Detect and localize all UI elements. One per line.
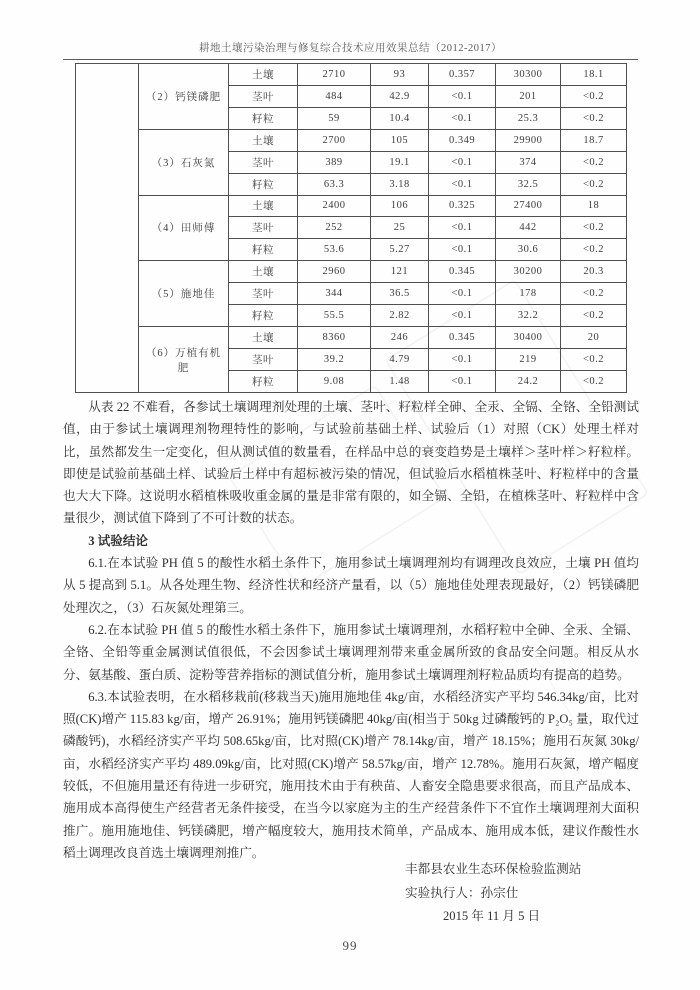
treatment-label-cell: （4）田师傅 [139,195,229,261]
paragraph-conclusion-6-2: 6.2.在本试验 PH 值 5 的酸性水稻土条件下，施用参试土壤调理剂，水稻籽粒中全砷、全汞、全镉、全铬、全铅等重金属测试值很低，不会因参试土壤调理剂带来重金属所致的食品安全问题。相反从水分、氨基酸、蛋白质、淀粉等营养指标的测试值分析，施用参试土壤调理剂籽粒品质均有提高的趋势。 [63,622,639,682]
treatment-label-cell: （2）钙镁磷肥 [139,64,229,130]
table-cell: 10.4 [371,107,429,129]
table-cell: <0.1 [429,283,496,305]
table-cell: 0.345 [429,327,496,349]
sample-part-cell: 籽粒 [229,305,298,327]
table-cell: <0.2 [561,348,627,370]
table-cell: 3.18 [371,173,429,195]
sample-part-cell: 籽粒 [229,173,298,195]
table-cell: 63.3 [298,173,371,195]
table-cell: 24.2 [496,370,561,392]
sample-part-cell: 茎叶 [229,151,298,173]
table-cell: 178 [496,283,561,305]
table-cell: 30200 [496,261,561,283]
sample-part-cell: 土壤 [229,327,298,349]
table-cell: 442 [496,217,561,239]
results-table [75,63,627,393]
table-cell: 219 [496,348,561,370]
paragraph-conclusion-6-3: 6.3.本试验表明，在水稻移栽前(移栽当天)施用施地佳 4kg/亩，水稻经济实产平均 546.34kg/亩，比对照(CK)增产 115.83 kg/亩，增产 26.91%；施用钙镁磷肥 40kg/亩(相当于 50kg 过磷酸钙的 P₂O₅ 量，取代过磷酸钙)，水稻经济实产平均 508.65kg/亩，比对照(CK)增产 78.14kg/亩，增产 18.15%；施用石灰氮 30kg/亩，水稻经济实产平均 489.09kg/亩，比对照(CK)增产 58.57kg/亩，增产 12.78%。施用石灰氮，增产幅度较低，不但施用量还有待进一步研究，施用技术由于有秧苗、人畜安全隐患要求很高，而且产品成本、施用成本高得使生产经营者无条件接受，在当今以家庭为主的生产经营条件下不宜作土壤调理剂大面积推广。施用施地佳、钙镁磷肥，增产幅度较大，施用技术简单，产品成本、施用成本低，建议作酸性水稻土调理改良首选土壤调理剂推广。 [63,689,639,860]
executor-line: 实验执行人：孙宗仕 [405,885,519,900]
table-cell: 25 [371,217,429,239]
table-cell: 2400 [298,195,371,217]
table-cell: <0.1 [429,239,496,261]
table-cell: 5.27 [371,239,429,261]
table-cell: 0.349 [429,129,496,151]
table-cell: <0.1 [429,305,496,327]
sample-part-cell: 茎叶 [229,348,298,370]
sample-part-cell: 籽粒 [229,239,298,261]
table-cell: 344 [298,283,371,305]
table-cell: <0.2 [561,370,627,392]
table-cell: 39.2 [298,348,371,370]
table-cell: 4.79 [371,348,429,370]
table-cell: <0.2 [561,85,627,107]
table-cell: 29900 [496,129,561,151]
table-cell: 105 [371,129,429,151]
table-cell: 8360 [298,327,371,349]
sample-part-cell: 茎叶 [229,283,298,305]
treatment-label-cell: （6）万植有机肥 [139,327,229,393]
table-cell: 32.5 [496,173,561,195]
table-cell: <0.2 [561,283,627,305]
table-cell: <0.2 [561,173,627,195]
page-number: 99 [342,938,358,953]
sample-part-cell: 茎叶 [229,85,298,107]
running-header: 耕地土壤污染治理与修复综合技术应用效果总结（2012-2017） [63,40,638,60]
table-cell: 106 [371,195,429,217]
table-cell: <0.1 [429,85,496,107]
table-cell: <0.1 [429,151,496,173]
table-cell: 9.08 [298,370,371,392]
table-cell: 0.325 [429,195,496,217]
table-cell: 55.5 [298,305,371,327]
body-text [63,396,639,864]
table-row [76,195,627,217]
table-cell: 389 [298,151,371,173]
table-cell: 42.9 [371,85,429,107]
table-cell: 20.3 [561,261,627,283]
section-heading-conclusions: 3 试验结论 [88,533,149,548]
table-cell: 27400 [496,195,561,217]
table-cell: 30300 [496,64,561,86]
table-cell: 36.5 [371,283,429,305]
signature-block [405,858,581,929]
table-cell: 484 [298,85,371,107]
table-cell: 201 [496,85,561,107]
table-cell: 93 [371,64,429,86]
table-cell: 0.345 [429,261,496,283]
table-cell: <0.2 [561,305,627,327]
sample-part-cell: 籽粒 [229,370,298,392]
table-cell: <0.1 [429,217,496,239]
sample-part-cell: 土壤 [229,129,298,151]
sample-part-cell: 籽粒 [229,107,298,129]
table-cell: 53.6 [298,239,371,261]
table-cell: 0.357 [429,64,496,86]
table-row [76,64,627,86]
table-cell: 1.48 [371,370,429,392]
paragraph-table-discussion: 从表 22 不难看，各参试土壤调理剂处理的土壤、茎叶、籽粒样全砷、全汞、全镉、全铬、全铅测试值，由于参试土壤调理剂物理特性的影响，与试验前基础土样、试验后（1）对照（CK）处理土样对比，虽然都发生一定变化，但从测试值的数量看，在样品中总的衰变趋势是土壤样＞茎叶样＞籽粒样。即使是试验前基础土样、试验后土样中有超标被污染的情况，但试验后水稻植株茎叶、籽粒样中的含量也大大下降。这说明水稻植株吸收重金属的量是非常有限的，如全镉、全铅，在植株茎叶、籽粒样中含量很少，测试值下降到了不可计数的状态。 [63,400,639,526]
table-cell: 18.7 [561,129,627,151]
table-cell: 25.3 [496,107,561,129]
sample-part-cell: 茎叶 [229,217,298,239]
table-cell: <0.1 [429,348,496,370]
date-line: 2015 年 11 月 5 日 [443,909,541,923]
paragraph-conclusion-6-1: 6.1.在本试验 PH 值 5 的酸性水稻土条件下，施用参试土壤调理剂均有调理改良效应，土壤 PH 值均从 5 提高到 5.1。从各处理生物、经济性状和经济产量看，以（5）施地佳处理表现最好，（2）钙镁磷肥处理次之，（3）石灰氮处理第三。 [63,556,639,615]
table-cell: 30400 [496,327,561,349]
table-cell: 18.1 [561,64,627,86]
table-cell: 30.6 [496,239,561,261]
table-cell: <0.2 [561,107,627,129]
table-cell: 252 [298,217,371,239]
table-row [76,327,627,349]
table-cell: 2960 [298,261,371,283]
table-cell: 374 [496,151,561,173]
table-cell: 18 [561,195,627,217]
table-cell: <0.1 [429,173,496,195]
table-cell: <0.1 [429,107,496,129]
table-cell: 20 [561,327,627,349]
sample-part-cell: 土壤 [229,195,298,217]
table-cell: 2710 [298,64,371,86]
table-cell: 246 [371,327,429,349]
table-cell: <0.2 [561,239,627,261]
table-cell: 121 [371,261,429,283]
treatment-label-cell: （5）施地佳 [139,261,229,327]
sample-part-cell: 土壤 [229,64,298,86]
table-cell: 19.1 [371,151,429,173]
table-cell: <0.1 [429,370,496,392]
table-cell: 32.2 [496,305,561,327]
table-empty-left-cell [76,64,139,393]
treatment-label-cell: （3）石灰氮 [139,129,229,195]
organization-name: 丰都县农业生态环保检验监测站 [405,862,582,876]
table-cell: <0.2 [561,217,627,239]
table-cell: <0.2 [561,151,627,173]
table-row [76,261,627,283]
sample-part-cell: 土壤 [229,261,298,283]
table-cell: 2.82 [371,305,429,327]
table-row [76,129,627,151]
table-cell: 2700 [298,129,371,151]
table-cell: 59 [298,107,371,129]
